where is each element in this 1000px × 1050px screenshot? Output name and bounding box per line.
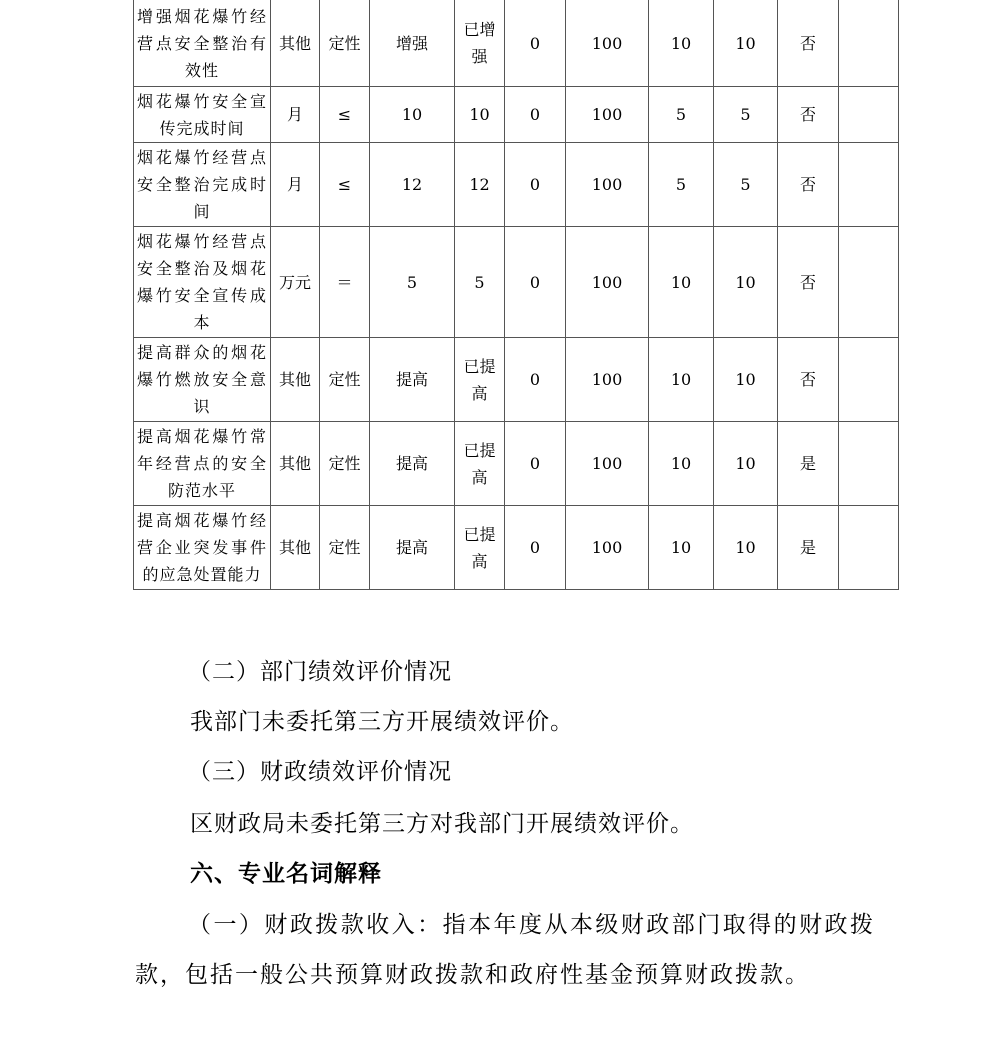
- cell-indicator-name: 提高烟花爆竹常年经营点的安全防范水平: [134, 422, 271, 506]
- cell-operator: 定性: [320, 0, 370, 87]
- table-row: [134, 143, 899, 227]
- performance-indicator-table: [133, 0, 899, 590]
- cell-indicator-name: 烟花爆竹经营点安全整治及烟花爆竹安全宣传成本: [134, 227, 271, 338]
- cell-actual-value: 已提高: [455, 338, 505, 422]
- cell-weight: 10: [649, 506, 714, 590]
- cell-actual-value: 10: [455, 87, 505, 143]
- cell-weight-a: 0: [505, 0, 566, 87]
- table-row: [134, 338, 899, 422]
- cell-unit: 其他: [271, 506, 320, 590]
- cell-operator: ≤: [320, 87, 370, 143]
- cell-weight-a: 0: [505, 227, 566, 338]
- cell-target-value: 提高: [370, 338, 455, 422]
- section-heading-terms: 六、专业名词解释: [190, 861, 382, 887]
- cell-actual-value: 已增强: [455, 0, 505, 87]
- cell-target-value: 提高: [370, 506, 455, 590]
- cell-unit: 月: [271, 143, 320, 227]
- cell-actual-value: 已提高: [455, 506, 505, 590]
- cell-operator: 定性: [320, 338, 370, 422]
- table-row: [134, 0, 899, 87]
- cell-flag: 否: [778, 227, 839, 338]
- cell-weight-a: 0: [505, 143, 566, 227]
- cell-weight: 10: [649, 422, 714, 506]
- section-heading-finance-evaluation: （三）财政绩效评价情况: [188, 759, 452, 785]
- cell-remark: [839, 506, 899, 590]
- cell-flag: 否: [778, 338, 839, 422]
- cell-operator: ≤: [320, 143, 370, 227]
- paragraph-dept-evaluation: 我部门未委托第三方开展绩效评价。: [190, 709, 574, 735]
- cell-score-base: 100: [566, 0, 649, 87]
- cell-flag: 否: [778, 0, 839, 87]
- paragraph-finance-evaluation: 区财政局未委托第三方对我部门开展绩效评价。: [190, 811, 694, 837]
- cell-score: 10: [714, 338, 778, 422]
- cell-indicator-name: 增强烟花爆竹经营点安全整治有效性: [134, 0, 271, 87]
- cell-actual-value: 已提高: [455, 422, 505, 506]
- cell-weight: 5: [649, 87, 714, 143]
- paragraph-fiscal-appropriation-definition: （一）财政拨款收入：指本年度从本级财政部门取得的财政拨款，包括一般公共预算财政拨款和政府性基金预算财政拨款。: [135, 912, 875, 988]
- cell-weight: 10: [649, 338, 714, 422]
- cell-remark: [839, 338, 899, 422]
- cell-remark: [839, 422, 899, 506]
- cell-score: 5: [714, 143, 778, 227]
- cell-score: 5: [714, 87, 778, 143]
- cell-score-base: 100: [566, 87, 649, 143]
- cell-weight: 5: [649, 143, 714, 227]
- cell-score: 10: [714, 506, 778, 590]
- cell-unit: 其他: [271, 422, 320, 506]
- cell-indicator-name: 烟花爆竹安全宣传完成时间: [134, 87, 271, 143]
- cell-flag: 是: [778, 506, 839, 590]
- cell-weight-a: 0: [505, 506, 566, 590]
- cell-score-base: 100: [566, 506, 649, 590]
- table-row: [134, 87, 899, 143]
- cell-target-value: 10: [370, 87, 455, 143]
- cell-score: 10: [714, 422, 778, 506]
- cell-weight-a: 0: [505, 338, 566, 422]
- cell-operator: ＝: [320, 227, 370, 338]
- cell-score-base: 100: [566, 422, 649, 506]
- cell-unit: 万元: [271, 227, 320, 338]
- section-heading-dept-evaluation: （二）部门绩效评价情况: [188, 659, 452, 685]
- cell-unit: 其他: [271, 338, 320, 422]
- cell-unit: 月: [271, 87, 320, 143]
- cell-operator: 定性: [320, 506, 370, 590]
- cell-score-base: 100: [566, 227, 649, 338]
- cell-unit: 其他: [271, 0, 320, 87]
- cell-remark: [839, 0, 899, 87]
- cell-flag: 否: [778, 143, 839, 227]
- cell-target-value: 增强: [370, 0, 455, 87]
- cell-indicator-name: 提高群众的烟花爆竹燃放安全意识: [134, 338, 271, 422]
- cell-actual-value: 5: [455, 227, 505, 338]
- cell-indicator-name: 烟花爆竹经营点安全整治完成时间: [134, 143, 271, 227]
- cell-weight-a: 0: [505, 422, 566, 506]
- cell-remark: [839, 227, 899, 338]
- cell-weight: 10: [649, 227, 714, 338]
- cell-score: 10: [714, 0, 778, 87]
- table-row: [134, 422, 899, 506]
- cell-actual-value: 12: [455, 143, 505, 227]
- cell-flag: 是: [778, 422, 839, 506]
- cell-score: 10: [714, 227, 778, 338]
- cell-score-base: 100: [566, 338, 649, 422]
- cell-indicator-name: 提高烟花爆竹经营企业突发事件的应急处置能力: [134, 506, 271, 590]
- cell-operator: 定性: [320, 422, 370, 506]
- cell-weight-a: 0: [505, 87, 566, 143]
- cell-score-base: 100: [566, 143, 649, 227]
- table-row: [134, 506, 899, 590]
- cell-target-value: 5: [370, 227, 455, 338]
- cell-remark: [839, 87, 899, 143]
- cell-target-value: 提高: [370, 422, 455, 506]
- cell-remark: [839, 143, 899, 227]
- cell-flag: 否: [778, 87, 839, 143]
- cell-target-value: 12: [370, 143, 455, 227]
- table-row: [134, 227, 899, 338]
- cell-weight: 10: [649, 0, 714, 87]
